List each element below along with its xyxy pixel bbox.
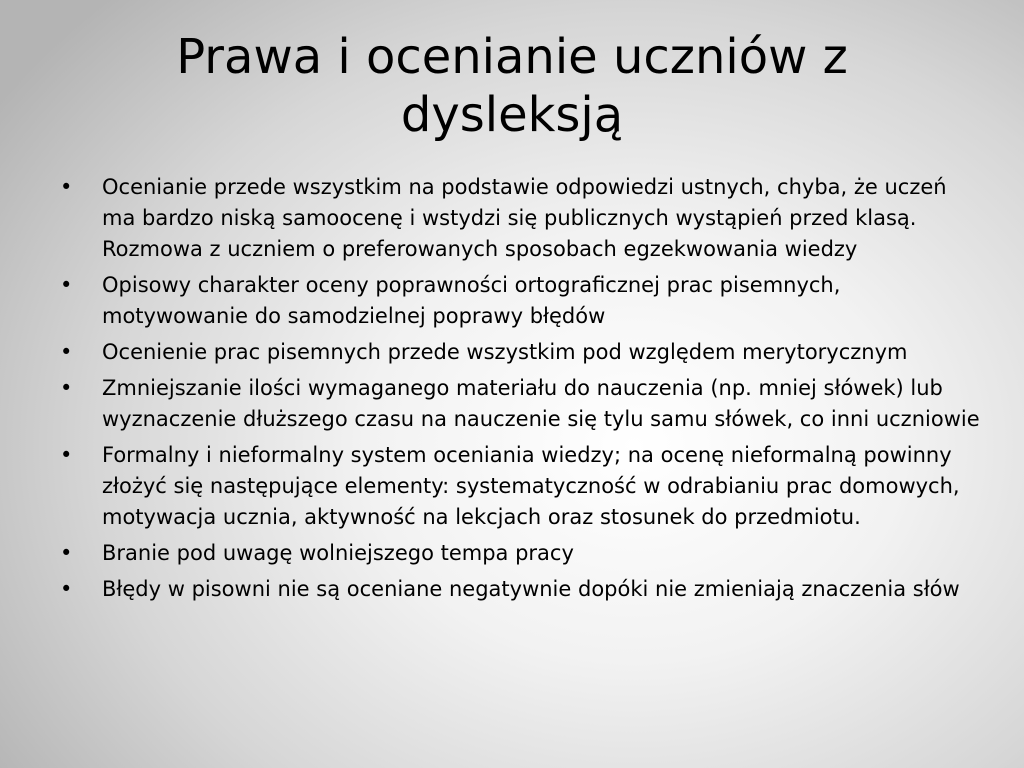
bullet-list <box>60 172 980 610</box>
bullet-icon: • <box>60 541 73 565</box>
list-item <box>60 270 980 332</box>
list-item <box>60 440 980 533</box>
bullet-icon: • <box>60 376 73 400</box>
slide-title: Prawa i ocenianie uczniów z dysleksją <box>176 29 848 143</box>
bullet-text: Błędy w pisowni nie są oceniane negatywnie dopóki nie zmieniają znaczenia słów <box>102 577 960 601</box>
bullet-text: Branie pod uwagę wolniejszego tempa pracy <box>102 541 574 565</box>
bullet-text: Zmniejszanie ilości wymaganego materiału do nauczenia (np. mniej słówek) lub wyznaczenie dłuższego czasu na nauczenie się tylu samu słówek, co inni uczniowie <box>102 376 980 431</box>
list-item <box>60 574 980 605</box>
bullet-icon: • <box>60 577 73 601</box>
bullet-icon: • <box>60 443 73 467</box>
list-item <box>60 373 980 435</box>
bullet-text: Ocenianie przede wszystkim na podstawie odpowiedzi ustnych, chyba, że uczeń ma bardzo niską samoocenę i wstydzi się publicznych wystąpień przed klasą. Rozmowa z uczniem o preferowanych sposobach egzekwowania wiedzy <box>102 175 947 261</box>
list-item <box>60 337 980 368</box>
list-item <box>60 172 980 265</box>
bullet-text: Opisowy charakter oceny poprawności ortograficznej prac pisemnych, motywowanie do samodzielnej poprawy błędów <box>102 273 841 328</box>
bullet-text: Ocenienie prac pisemnych przede wszystkim pod względem merytorycznym <box>102 340 908 364</box>
bullet-icon: • <box>60 273 73 297</box>
list-item <box>60 538 980 569</box>
bullet-icon: • <box>60 175 73 199</box>
bullet-text: Formalny i nieformalny system oceniania wiedzy; na ocenę nieformalną powinny złożyć się następujące elementy: systematyczność w odrabianiu prac domowych, motywacja ucznia, aktywność na lekcjach oraz stosunek do przedmiotu. <box>102 443 960 529</box>
bullet-icon: • <box>60 340 73 364</box>
